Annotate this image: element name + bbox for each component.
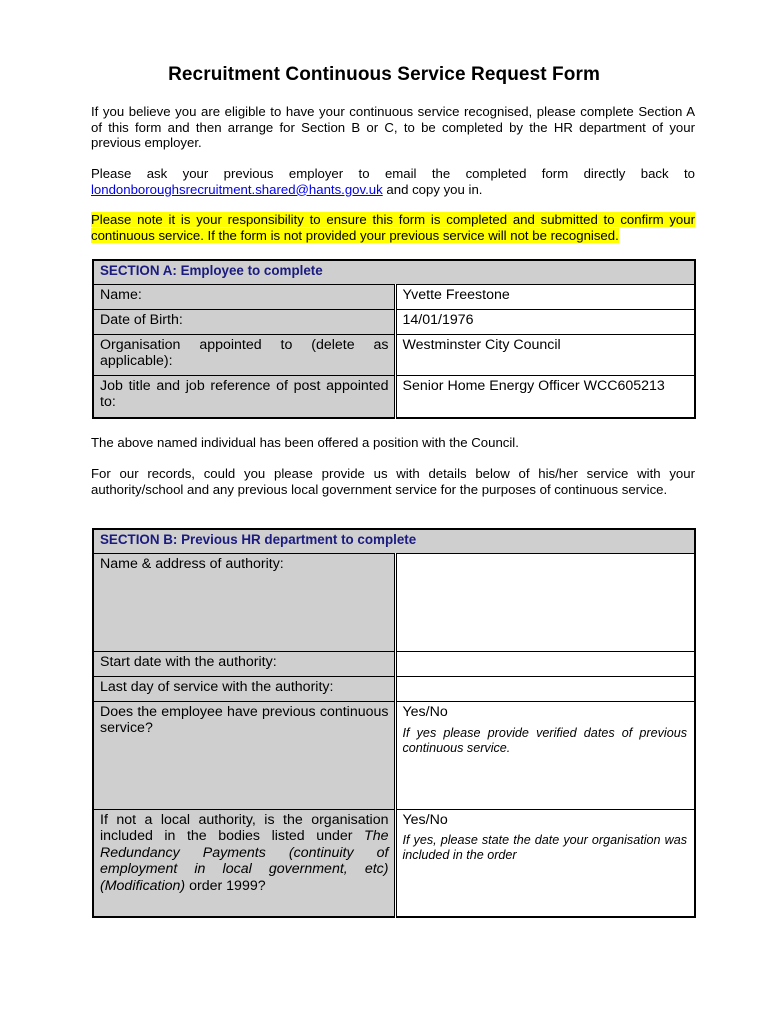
start-date-label: Start date with the authority:: [93, 651, 395, 676]
start-date-field[interactable]: [395, 651, 695, 676]
email-link[interactable]: londonboroughsrecruitment.shared@hants.gov.uk: [91, 181, 383, 197]
continuous-service-field[interactable]: [395, 701, 695, 809]
job-title-label: Job title and job reference of post appointed to:: [93, 375, 395, 418]
offer-statement: The above named individual has been offered a position with the Council.: [91, 435, 519, 450]
redundancy-order-answer: Yes/No: [402, 811, 448, 828]
table-row: [93, 809, 695, 917]
last-day-label: Last day of service with the authority:: [93, 676, 395, 701]
name-label: Name:: [93, 284, 395, 309]
email-instruction-suffix: and copy you in.: [382, 181, 483, 197]
continuous-service-label: Does the employee have previous continuous service?: [93, 701, 395, 809]
organisation-label: Organisation appointed to (delete as applicable):: [93, 334, 395, 375]
table-row: [93, 701, 695, 809]
dob-label: Date of Birth:: [93, 309, 395, 334]
intro-paragraph: If you believe you are eligible to have your continuous service recognised, please complete Section A of this form and then arrange for Section B or C, to be completed by the HR department of your previous employer.: [91, 104, 695, 150]
section-a-table: [92, 259, 696, 419]
table-row: [93, 309, 695, 334]
page-title: Recruitment Continuous Service Request Form: [168, 64, 600, 85]
redundancy-label-text: If not a local authority, is the organisation included in the bodies listed under: [100, 811, 389, 844]
table-row: [93, 553, 695, 651]
organisation-field[interactable]: Westminster City Council: [395, 334, 695, 375]
section-b-table: [92, 528, 696, 918]
records-request-paragraph: For our records, could you please provide us with details below of his/her service with your authority/school and any previous local government service for the purposes of continuous service.: [91, 466, 695, 497]
section-a-heading: SECTION A: Employee to complete: [93, 260, 695, 284]
continuous-service-note: If yes please provide verified dates of previous continuous service.: [402, 726, 687, 755]
dob-field[interactable]: 14/01/1976: [395, 309, 695, 334]
authority-name-address-label: Name & address of authority:: [93, 553, 395, 651]
table-row: [93, 676, 695, 701]
last-day-field[interactable]: [395, 676, 695, 701]
redundancy-order-note: If yes, please state the date your organisation was included in the order: [402, 833, 687, 862]
table-row: [93, 334, 695, 375]
name-field[interactable]: Yvette Freestone: [395, 284, 695, 309]
section-b-heading: SECTION B: Previous HR department to complete: [93, 529, 695, 553]
email-instruction-text: Please ask your previous employer to email the completed form directly back to: [91, 166, 695, 181]
redundancy-order-field[interactable]: [395, 809, 695, 917]
job-title-field[interactable]: Senior Home Energy Officer WCC605213: [395, 375, 695, 418]
redundancy-act-title: The Redundancy Payments (continuity of employment in local government, etc) (Modification): [100, 828, 389, 894]
table-row: [93, 375, 695, 418]
table-row: [93, 284, 695, 309]
responsibility-notice: [91, 212, 695, 243]
authority-name-address-field[interactable]: [395, 553, 695, 651]
redundancy-label-suffix: order 1999?: [185, 877, 266, 894]
table-row: [93, 651, 695, 676]
redundancy-order-label: [93, 809, 395, 917]
continuous-service-answer: Yes/No: [402, 703, 448, 720]
highlighted-notice-text: Please note it is your responsibility to ensure this form is completed and submitted to confirm your continuous service. If the form is not provided your previous service will not be recognised.: [91, 212, 695, 243]
email-instruction-paragraph: [91, 166, 695, 197]
